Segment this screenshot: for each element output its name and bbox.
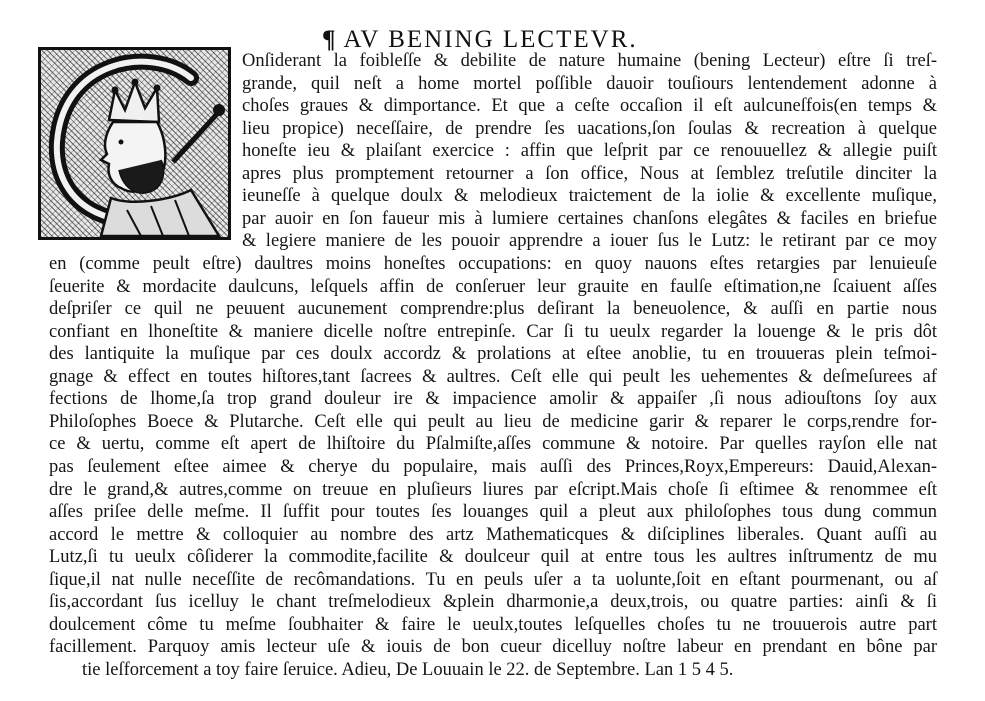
text-line: Philoſophes Boece & Plutarche. Ceſt elle qui peult au lieu de medicine garir & reparer le corps,rendre for- xyxy=(49,411,937,432)
text-line: facillement. Parquoy amis lecteur uſe & iouis de bon cueur dicelluy noſtre labeur en prendant en bône par xyxy=(49,637,937,658)
text-line: grande, quil neſt a home mortel poſſible dauoir touſiours lentendement adonne à xyxy=(242,73,937,94)
text-line: choſes graues & dimportance. Et que a ceſte occaſion il eſt aulcuneſfois(en temps & xyxy=(242,96,937,117)
text-line: ſis,accordant ſus icelluy le chant treſmelodieux &plein dharmonie,a deux,trois, ou quatre parties: ainſi & ſi xyxy=(49,592,937,613)
text-line: Lutz,ſi tu ueulx côſiderer la commodite,facilite & doulceur quil at entre tous les aultres inſtrumentz de mu xyxy=(49,547,937,568)
text-line: deſpriſer ce quil ne peuuent aucunement comprendre:plus deſirant la beneuolence, & auſſi en partie nous xyxy=(49,299,937,320)
text-line: fections de lhome,ſa trop grand douleur ire & impacience amolir & appaiſer ,ſi nous adiouſtons ſoy aux xyxy=(49,389,937,410)
decorated-initial xyxy=(38,47,231,240)
text-line: ſeuerite & mordacite daulcuns, leſquels affin de conſeruer leur grauite en faulſe eſtimation,ne ſcaiuent aſſes xyxy=(49,276,937,297)
text-line: ce & uertu, comme eſt apert de lhiſtoire du Pſalmiſte,aſſes commune & notoire. Par quelles rayſon elle nat xyxy=(49,434,937,455)
text-line: lieu propice) neceſſaire, de prendre ſes uacations,ſon ſoulas & recreation à quelque xyxy=(242,118,937,139)
text-line: apres plus promptement retourner a ſon office, Nous at ſemblez treſutile dinciter la xyxy=(242,163,937,184)
text-line: aſſes priſee delle meſme. Il ſuffit pour toutes ſes louanges quil a pleut aux philoſophes tous dung commun xyxy=(49,502,937,523)
text-line: ieuneſſe à quelque doulx & melodieux traictement de la iolie & excellente muſique, xyxy=(242,186,937,207)
text-line: ſique,il nat nulle neceſſite de recômandations. Tu en peuls uſer a ta uolunte,ſoit en eſtant pourmenant, ou aſ xyxy=(49,569,937,590)
text-line: pas ſeulement eſtee aimee & cherye du populaire, mais auſſi des Princes,Royx,Empereurs: Dauid,Alexan- xyxy=(49,457,937,477)
text-line: confiant en lhoneſtite & maniere dicelle noſtre entrepinſe. Car ſi tu ueulx regarder la louenge & le pris dôt xyxy=(49,321,937,342)
text-line: honeſte ieu & plaiſant exercice : affin que leſprit par ce renouuellez & allegie puiſt xyxy=(242,141,937,162)
text-line: gnage & effect en toutes hiſtores,tant ſacrees & aultres. Ceſt elle qui peult les uehementes & deſmeſurees af xyxy=(49,366,937,387)
heading-title: AV BENING LECTEVR. xyxy=(343,26,638,53)
text-line: Onſiderant la foibleſſe & debilite de nature humaine (bening Lecteur) eſtre ſi treſ- xyxy=(242,51,937,71)
text-line: des lantiquite la muſique par ces doulx accordz & prolations at eſtee anoblie, tu en trouueras plein teſmoi- xyxy=(49,344,937,365)
text-line: accord le mettre & colloquier au nombre des artz Mathematicques & diſciplines liberales. Quant auſſi au xyxy=(49,524,937,545)
text-line: doulcement côme tu meſme ſoubhaiter & faire le ueulx,toutes leſquelles choſes tu ne trouuerois autre part xyxy=(49,614,937,635)
text-line: dre le grand,& autres,comme on treuue en pluſieurs liures par eſcript.Mais choſe ſi eſtimee & renommee eſt xyxy=(49,479,937,500)
king-portrait-illustration xyxy=(41,50,228,237)
text-line: & legiere maniere de les pouoir apprendre a iouer ſus le Lutz: le retirant par ce moy xyxy=(242,231,937,252)
text-line: en (comme peult eſtre) daultres moins honeſtes occupations: en quoy nauons eſtes retargies par lenuieuſe xyxy=(49,254,937,274)
pilcrow-mark: ¶ xyxy=(322,26,338,53)
closing-line: tie leſforcement a toy faire ſeruice. Adieu, De Louuain le 22. de Septembre. Lan 1 5 4 5. xyxy=(82,660,734,680)
text-line: par auoir en ſon faueur mis à lumiere certaines chanſons elegâtes & faciles en briefue xyxy=(242,208,937,229)
